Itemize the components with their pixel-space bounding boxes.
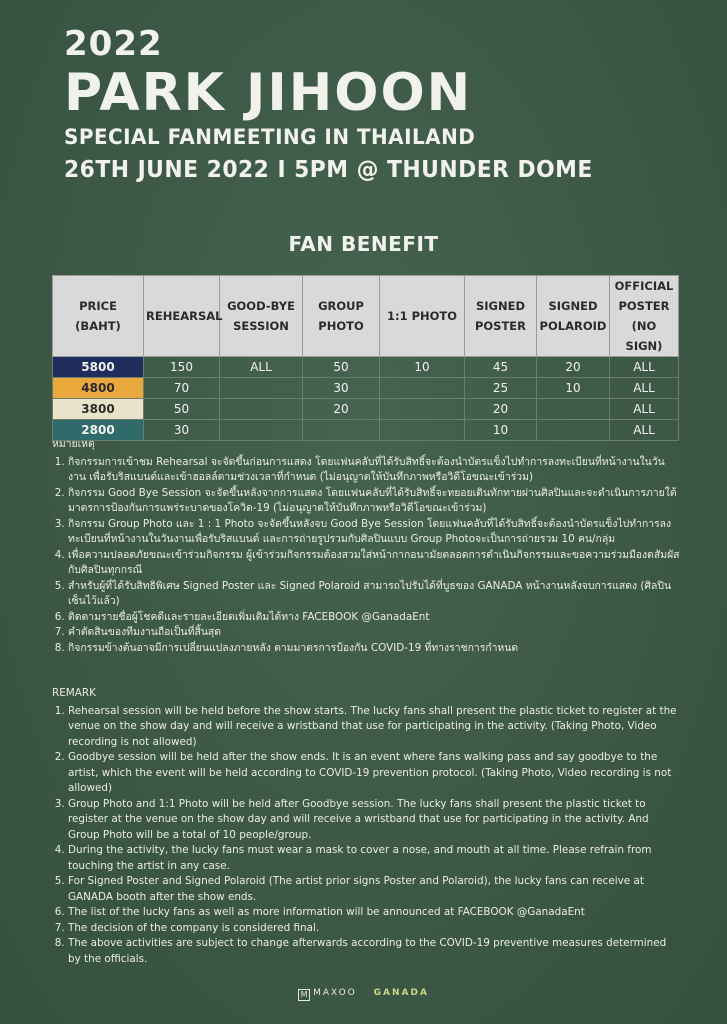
benefit-cell: 50 <box>303 357 380 378</box>
list-item: 7. The decision of the company is considered final. <box>68 921 682 937</box>
benefit-cell: ALL <box>220 357 303 378</box>
remark-list <box>52 704 682 968</box>
list-item: 5. สำหรับผู้ที่ได้รับสิทธิพิเศษ Signed Poster และ Signed Polaroid สามารถไปรับได้ที่บูธของ GANADA หน้างานหลังจบการแสดง (ศิลปินเซ็นไว้แล้ว) <box>68 579 682 610</box>
benefit-cell: ALL <box>610 378 679 399</box>
list-item: 8. กิจกรรมข้างต้นอาจมีการเปลี่ยนแปลงภายหลัง ตามมาตรการป้องกัน COVID-19 ที่ทางราชการกำหนด <box>68 641 682 657</box>
header-group-photo: GROUP PHOTO <box>303 276 380 357</box>
benefit-cell: 10 <box>537 378 610 399</box>
benefit-cell: ALL <box>610 399 679 420</box>
benefit-cell: ALL <box>610 357 679 378</box>
maxoo-m-icon: M <box>298 989 310 1001</box>
benefit-cell: 20 <box>537 357 610 378</box>
maxoo-logo: M MAXOO <box>298 988 357 1001</box>
benefit-cell: 20 <box>465 399 537 420</box>
list-item: 1. กิจกรรมการเข้าชม Rehearsal จะจัดขึ้นก่อนการแสดง โดยแฟนคลับที่ได้รับสิทธิ์จะต้องนำบัตรแข็งไปทำการลงทะเบียนที่หน้างานในวันงาน เพื่อรับริสแบนด์และเข้าฮอลล์ตามช่วงเวลาที่กำหนด (ไม่อนุญาตให้บันทึกภาพหรือวิดีโอขณะเข้าร่วม) <box>68 455 682 486</box>
table-row <box>53 357 679 378</box>
header-goodbye-session: GOOD-BYE SESSION <box>220 276 303 357</box>
benefit-cell: 150 <box>144 357 220 378</box>
benefit-cell <box>220 378 303 399</box>
english-remark <box>52 686 682 967</box>
table-row <box>53 378 679 399</box>
table-row <box>53 399 679 420</box>
benefit-cell: 25 <box>465 378 537 399</box>
price-cell: 4800 <box>53 378 144 399</box>
benefit-cell: 10 <box>380 357 465 378</box>
list-item: 3. Group Photo and 1:1 Photo will be held after Goodbye session. The lucky fans shall present the plastic ticket to register at the venue on the show day and will receive a wristband that use for participating in the activity. And Group Photo will be a total of 10 people/group. <box>68 797 682 844</box>
list-item: 5. For Signed Poster and Signed Polaroid (The artist prior signs Poster and Polaroid), the lucky fans can receive at GANADA booth after the show ends. <box>68 874 682 905</box>
list-item: 4. เพื่อความปลอดภัยขณะเข้าร่วมกิจกรรม ผู้เข้าร่วมกิจกรรมต้องสวมใส่หน้ากากอนามัยตลอดการดำเนินกิจกรรมและขอความร่วมมืองดสัมผัสกับศิลปินทุกกรณี <box>68 548 682 579</box>
ganada-logo: GANADA <box>373 988 429 998</box>
event-year: 2022 <box>64 24 163 64</box>
benefit-cell <box>380 399 465 420</box>
benefit-cell <box>220 399 303 420</box>
price-cell: 5800 <box>53 357 144 378</box>
list-item: 2. Goodbye session will be held after the show ends. It is an event where fans walking pass and say goodbye to the artist, which the event will be held according to COVID-19 prevention protocol. (Taking Photo, Video recording is not allowed) <box>68 750 682 797</box>
event-date-venue: 26TH JUNE 2022 I 5PM @ THUNDER DOME <box>64 157 593 183</box>
header-signed-polaroid: SIGNED POLAROID <box>537 276 610 357</box>
benefit-cell <box>537 399 610 420</box>
benefit-cell: ALL <box>610 420 679 441</box>
benefit-cell: 10 <box>465 420 537 441</box>
benefit-cell: 20 <box>303 399 380 420</box>
benefit-cell: 30 <box>303 378 380 399</box>
header-one-on-one-photo: 1:1 PHOTO <box>380 276 465 357</box>
list-item: 6. ติดตามรายชื่อผู้โชคดีและรายละเอียดเพิ่มเติมได้ทาง FACEBOOK @GanadaEnt <box>68 610 682 626</box>
benefit-cell: 45 <box>465 357 537 378</box>
list-item: 8. The above activities are subject to change afterwards according to the COVID-19 preventive measures determined by the officials. <box>68 936 682 967</box>
table-header-row <box>53 276 679 357</box>
poster-header <box>64 24 621 188</box>
sponsor-logos <box>0 988 727 1001</box>
list-item: 3. กิจกรรม Group Photo และ 1 : 1 Photo จะจัดขึ้นหลังจบ Good Bye Session โดยแฟนคลับที่ได้รับสิทธิ์จะต้องนำบัตรแข็งไปทำการลงทะเบียนที่หน้างานในวันงานเพื่อรับริสแบนด์ และการถ่ายรูปรวมกับศิลปินแบบ Group Photoจะเป็นการถ่ายรวม 10 คน/กลุ่ม <box>68 517 682 548</box>
list-item: 6. The list of the lucky fans as well as more information will be announced at FACEBOOK @GanadaEnt <box>68 905 682 921</box>
event-subtitle: SPECIAL FANMEETING IN THAILAND <box>64 125 476 149</box>
list-item: 7. คำตัดสินของทีมงานถือเป็นที่สิ้นสุด <box>68 625 682 641</box>
list-item: 2. กิจกรรม Good Bye Session จะจัดขึ้นหลังจากการแสดง โดยแฟนคลับที่ได้รับสิทธิ์จะทยอยเดินทักทายผ่านศิลปินและจะดำเนินการภายใต้มาตรการป้องกันการแพร่ระบาดของโควิด-19 (ไม่อนุญาตให้บันทึกภาพหรือวิดีโอขณะเข้าร่วม) <box>68 486 682 517</box>
list-item: 1. Rehearsal session will be held before the show starts. The lucky fans shall present the plastic ticket to register at the venue on the show day and will receive a wristband that use for participating in the activity. (Taking Photo, Video recording is not allowed) <box>68 704 682 751</box>
benefit-cell <box>380 378 465 399</box>
benefit-cell: 50 <box>144 399 220 420</box>
list-item: 4. During the activity, the lucky fans must wear a mask to cover a nose, and mouth at all time. Please refrain from touching the artist in any case. <box>68 843 682 874</box>
header-price: PRICE (BAHT) <box>53 276 144 357</box>
thai-notes <box>52 437 682 656</box>
thai-notes-list <box>52 455 682 657</box>
header-rehearsal: REHEARSAL <box>144 276 220 357</box>
header-signed-poster: SIGNED POSTER <box>465 276 537 357</box>
benefit-cell: 70 <box>144 378 220 399</box>
fan-benefit-table <box>52 275 679 441</box>
thai-notes-heading: หมายเหตุ <box>52 438 95 450</box>
artist-name: PARK JIHOON <box>64 63 473 123</box>
price-cell: 3800 <box>53 399 144 420</box>
benefit-cell: 30 <box>144 420 220 441</box>
price-cell: 2800 <box>53 420 144 441</box>
header-official-poster: OFFICIAL POSTER (NO SIGN) <box>610 276 679 357</box>
remark-heading: REMARK <box>52 687 96 699</box>
fan-benefit-title: FAN BENEFIT <box>288 232 439 256</box>
